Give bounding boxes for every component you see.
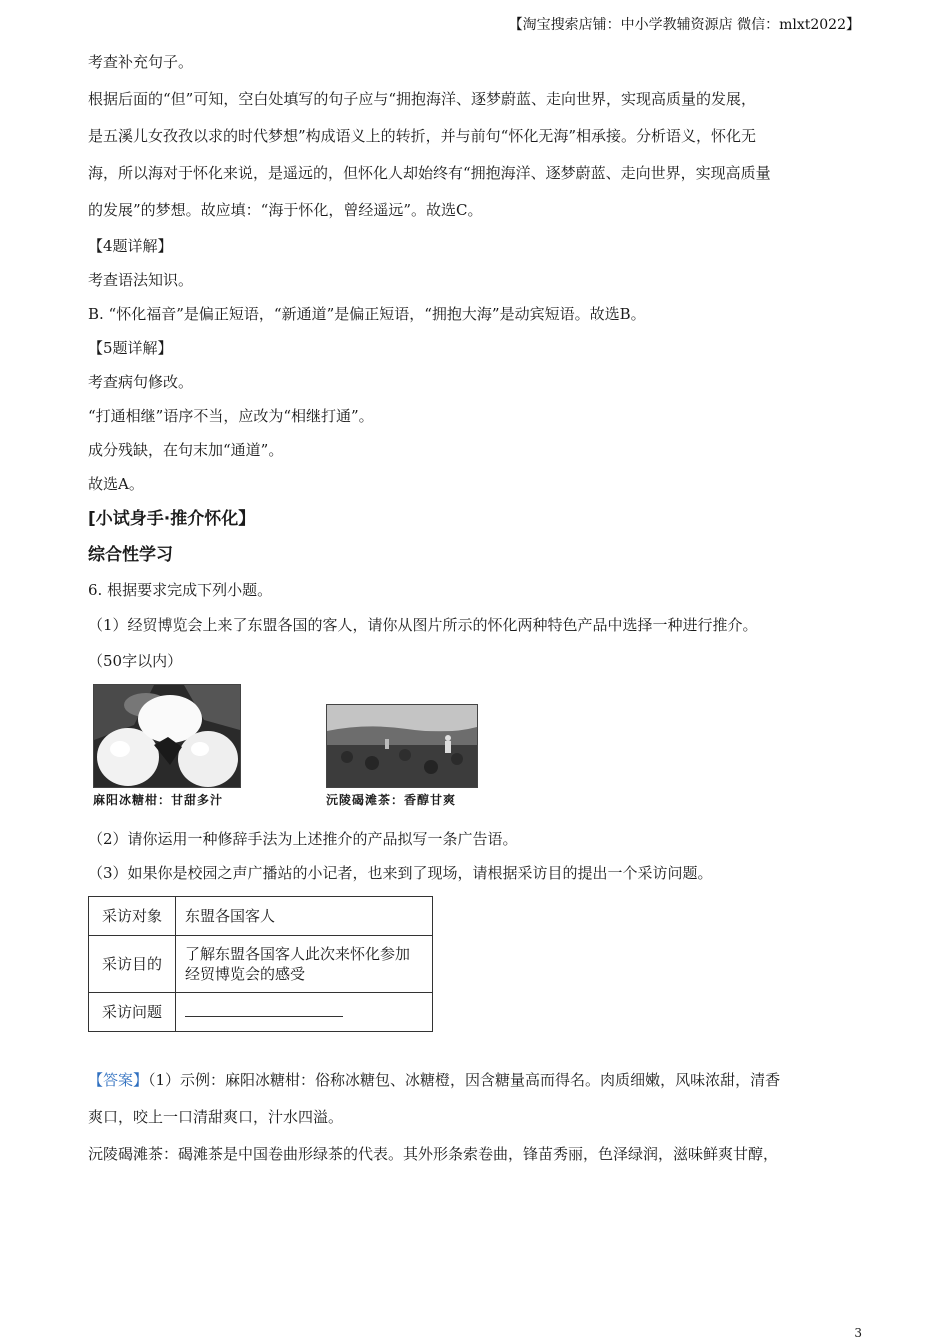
figure-tea — [326, 704, 478, 808]
answer-line — [88, 1062, 868, 1099]
table-cell-value — [176, 993, 433, 1032]
answer-line: 沅陵碣滩茶：碣滩茶是中国卷曲形绿茶的代表。其外形条索卷曲，锋苗秀丽，色泽绿润，滋味鲜爽甘醇， — [88, 1145, 779, 1163]
tea-image — [326, 704, 478, 788]
q6-part2: （2）请你运用一种修辞手法为上述推介的产品拟写一条广告语。 — [88, 830, 518, 848]
text-line: 考查补充句子。 — [88, 53, 194, 71]
oranges-image — [93, 684, 241, 788]
answer-line: 爽口，咬上一口清甜爽口，汁水四溢。 — [88, 1108, 344, 1126]
answer-blank — [185, 1002, 343, 1017]
q4-title: 【4题详解】 — [88, 237, 173, 255]
q6-part1-limit: （50字以内） — [88, 652, 183, 670]
text-line: 的发展”的梦想。故应填：“海于怀化，曾经遥远”。故选C。 — [88, 201, 483, 219]
text-line: 成分残缺，在句末加“通道”。 — [88, 441, 284, 459]
q6-intro: 6. 根据要求完成下列小题。 — [88, 581, 273, 599]
q6-part3: （3）如果你是校园之声广播站的小记者，也来到了现场，请根据采访目的提出一个采访问题。 — [88, 864, 713, 882]
table-cell-value: 了解东盟各国客人此次来怀化参加经贸博览会的感受 — [176, 936, 433, 993]
table-cell-key: 采访目的 — [89, 936, 176, 993]
header-shop-note: 【淘宝搜索店铺：中小学教辅资源店 微信：mlxt2022】 — [508, 17, 860, 33]
text-line: 是五溪儿女孜孜以求的时代梦想”构成语义上的转折，并与前句“怀化无海”相承接。分析语义，怀化无 — [88, 127, 757, 145]
product-figures — [88, 684, 868, 820]
text-line: B. “怀化福音”是偏正短语，“新通道”是偏正短语，“拥抱大海”是动宾短语。故选B。 — [88, 305, 646, 323]
page-number: 3 — [854, 1326, 862, 1340]
table-row — [89, 993, 433, 1032]
text-line: 故选A。 — [88, 475, 144, 493]
text-line: 海，所以海对于怀化来说，是遥远的，但怀化人却始终有“拥抱海洋、逐梦蔚蓝、走向世界，实现高质量 — [88, 164, 771, 182]
section-heading: [小试身手·推介怀化】 — [88, 509, 256, 529]
text-line: 根据后面的“但”可知，空白处填写的句子应与“拥抱海洋、逐梦蔚蓝、走向世界，实现高质量的发展， — [88, 90, 757, 108]
table-row — [89, 897, 433, 936]
figure-caption: 沅陵碣滩茶：香醇甘爽 — [326, 793, 457, 807]
page-content — [88, 44, 868, 1173]
sub-heading: 综合性学习 — [88, 545, 173, 565]
table-row — [89, 936, 433, 993]
table-cell-key: 采访问题 — [89, 993, 176, 1032]
figure-caption: 麻阳冰糖柑：甘甜多汁 — [93, 793, 224, 807]
text-line: “打通相继”语序不当，应改为“相继打通”。 — [88, 407, 374, 425]
table-cell-key: 采访对象 — [89, 897, 176, 936]
q5-title: 【5题详解】 — [88, 339, 173, 357]
answer-tag: 【答案】 — [88, 1071, 149, 1089]
q6-part1: （1）经贸博览会上来了东盟各国的客人，请你从图片所示的怀化两种特色产品中选择一种进行推介。 — [88, 616, 758, 634]
interview-table — [88, 896, 433, 1032]
figure-oranges — [93, 684, 241, 808]
text-line: 考查病句修改。 — [88, 373, 194, 391]
answer-text: （1）示例：麻阳冰糖柑：俗称冰糖包、冰糖橙，因含糖量高而得名。肉质细嫩，风味浓甜，清香 — [148, 1071, 781, 1089]
text-line: 考查语法知识。 — [88, 271, 194, 289]
table-cell-value: 东盟各国客人 — [176, 897, 433, 936]
